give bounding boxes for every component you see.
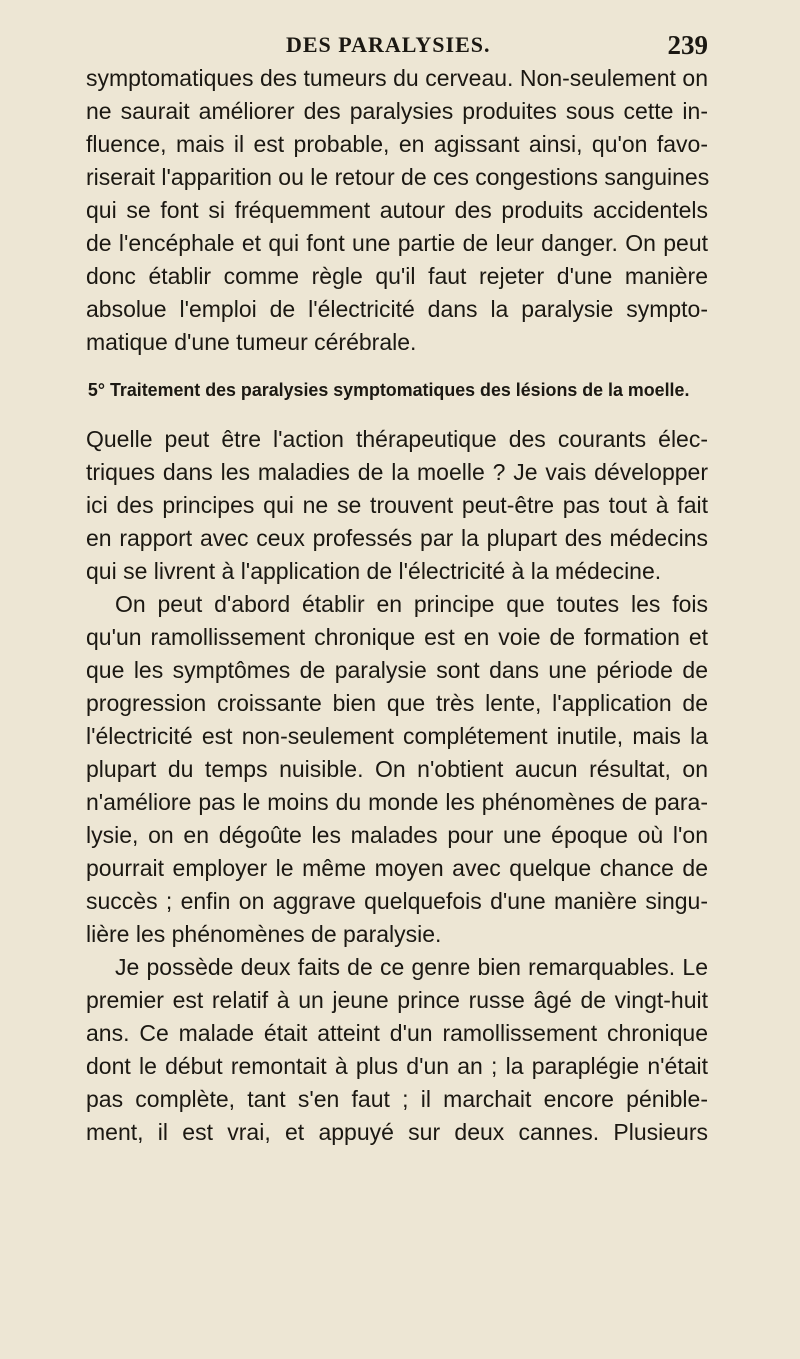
text-line: pourrait employer le même moyen avec quelque chance de	[86, 855, 708, 881]
text-line: dont le début remontait à plus d'un an ; la paraplégie n'était	[86, 1053, 708, 1079]
text-line: Je possède deux faits de ce genre bien remarquables. Le	[115, 954, 708, 980]
text-line: premier est relatif à un jeune prince russe âgé de vingt-huit	[86, 987, 708, 1013]
section-heading: 5° Traitement des paralysies symptomatiques des lésions de la moelle.	[87, 379, 690, 400]
text-line: plupart du temps nuisible. On n'obtient aucun résultat, on	[86, 756, 708, 782]
running-title: DES PARALYSIES.	[286, 32, 491, 57]
text-line: progression croissante bien que très lente, l'application de	[86, 690, 708, 716]
text-line: ici des principes qui ne se trouvent peut-être pas tout à fait	[86, 492, 708, 518]
text-line: qui se font si fréquemment autour des produits accidentels	[86, 197, 708, 223]
text-line: ans. Ce malade était atteint d'un ramollissement chronique	[86, 1020, 708, 1046]
text-line: riserait l'apparition ou le retour de ces congestions sanguines	[86, 164, 710, 190]
text-line: On peut d'abord établir en principe que toutes les fois	[115, 591, 708, 617]
text-line: fluence, mais il est probable, en agissant ainsi, qu'on favo-	[86, 131, 708, 157]
text-line: ne saurait améliorer des paralysies produites sous cette in-	[86, 98, 708, 124]
text-line: que les symptômes de paralysie sont dans une période de	[86, 657, 708, 683]
text-line: en rapport avec ceux professés par la plupart des médecins	[86, 525, 708, 551]
text-line: Quelle peut être l'action thérapeutique des courants élec-	[86, 426, 708, 452]
page-number: 239	[667, 30, 708, 60]
text-line: matique d'une tumeur cérébrale.	[86, 329, 417, 355]
text-line: qu'un ramollissement chronique est en voie de formation et	[86, 624, 708, 650]
text-line: donc établir comme règle qu'il faut rejeter d'une manière	[86, 263, 708, 289]
text-line: absolue l'emploi de l'électricité dans la paralysie sympto-	[86, 296, 708, 322]
text-line: n'améliore pas le moins du monde les phénomènes de para-	[86, 789, 708, 815]
text-line: lysie, on en dégoûte les malades pour une époque où l'on	[86, 822, 708, 848]
text-line: l'électricité est non-seulement complétement inutile, mais la	[86, 723, 708, 749]
text-line: lière les phénomènes de paralysie.	[86, 921, 442, 947]
paragraph-continued	[86, 62, 708, 359]
paragraph	[86, 423, 708, 588]
text-line: ment, il est vrai, et appuyé sur deux cannes. Plusieurs	[86, 1119, 708, 1145]
text-line: pas complète, tant s'en faut ; il marchait encore pénible-	[86, 1086, 708, 1112]
text-line: succès ; enfin on aggrave quelquefois d'une manière singu-	[86, 888, 708, 914]
text-line: de l'encéphale et qui font une partie de leur danger. On peut	[86, 230, 708, 256]
text-line: triques dans les maladies de la moelle ? Je vais développer	[86, 459, 708, 485]
paragraph	[86, 588, 708, 951]
running-head	[86, 32, 708, 62]
paragraph	[86, 951, 708, 1149]
text-line: symptomatiques des tumeurs du cerveau. Non-seulement on	[86, 65, 708, 91]
text-line: qui se livrent à l'application de l'électricité à la médecine.	[86, 558, 662, 584]
